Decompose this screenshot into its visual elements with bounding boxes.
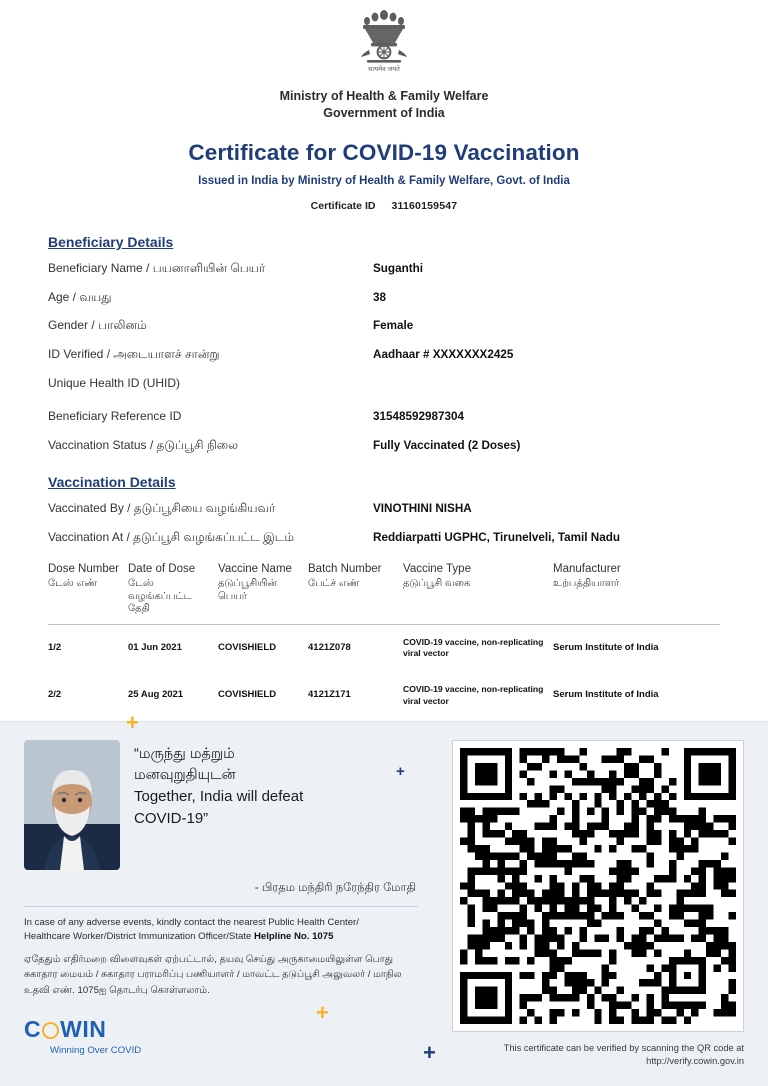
emblem-container xyxy=(0,0,768,84)
india-state-emblem-icon xyxy=(353,6,415,84)
field-id-verified xyxy=(48,346,720,363)
cell-vaccine-name: COVISHIELD xyxy=(218,689,277,701)
portrait-illustration-icon xyxy=(24,740,120,870)
col-label-en: Manufacturer xyxy=(553,563,621,576)
cowin-brand-left: C xyxy=(24,1016,42,1043)
field-value: Reddiarpatti UGPHC, Tirunelveli, Tamil Nadu xyxy=(373,530,620,544)
field-beneficiary-name xyxy=(48,260,720,277)
field-value: Fully Vaccinated (2 Doses) xyxy=(373,438,521,452)
col-label-en: Batch Number xyxy=(308,563,382,576)
decorative-plus-icon: + xyxy=(126,710,139,735)
cell-vaccine-type: COVID-19 vaccine, non-replicating viral vector xyxy=(403,684,544,706)
field-vaccination-status xyxy=(48,437,720,454)
quote-ta-line-2: மனவுறுதியுடன் xyxy=(134,767,236,784)
cell-vaccine-name: COVISHIELD xyxy=(218,642,277,653)
col-label-ta: உற்பத்தியாளர் xyxy=(553,578,620,590)
notice-en-line-2: Healthcare Worker/District Immunization Officer/State xyxy=(24,931,252,943)
certificate-id-value: 31160159547 xyxy=(391,199,458,212)
field-label: Vaccination At / தடுப்பூசி வழங்கப்பட்ட இடம் xyxy=(48,529,294,544)
table-row xyxy=(48,672,720,719)
ministry-heading xyxy=(0,88,768,122)
qr-code xyxy=(452,740,744,1032)
svg-text:सत्यमेव जयते: सत्यमेव जयते xyxy=(368,66,400,73)
certificate-body xyxy=(0,234,768,719)
cowin-logo xyxy=(24,1016,424,1056)
field-label: ID Verified / அடையாளச் சான்று xyxy=(48,347,220,362)
quote-en-line-2: COVID-19” xyxy=(134,809,209,827)
certificate-id-row xyxy=(0,200,768,212)
adverse-event-notice xyxy=(24,916,424,998)
globe-icon xyxy=(42,1022,59,1039)
cell-batch: 4121Z171 xyxy=(308,689,351,701)
col-label-ta: தடுப்பூசியின் பெயர் xyxy=(218,578,278,602)
page-subtitle: Issued in India by Ministry of Health & Family Welfare, Govt. of India xyxy=(198,174,570,187)
field-label: Vaccination Status / தடுப்பூசி நிலை xyxy=(48,437,239,452)
quote-ta-line-1: “மருந்து மத்றும் xyxy=(134,746,235,762)
certificate-id-label: Certificate ID xyxy=(310,199,376,212)
field-value: Female xyxy=(373,319,414,333)
cell-dose-number: 1/2 xyxy=(48,642,62,653)
notice-helpline: Helpline No. 1075 xyxy=(253,931,334,943)
cowin-wordmark xyxy=(24,1016,424,1043)
col-label-ta: டேஸ் எண் xyxy=(48,578,98,590)
field-age xyxy=(48,289,720,306)
verify-line-1: This certificate can be verified by scanning the QR code at xyxy=(503,1043,744,1053)
qr-code-canvas xyxy=(460,748,736,1024)
page-title: Certificate for COVID-19 Vaccination xyxy=(188,139,580,165)
cowin-tagline: Winning Over COVID xyxy=(50,1045,142,1057)
vaccination-details-heading: Vaccination Details xyxy=(48,473,176,490)
field-unique-health-id xyxy=(48,375,720,391)
field-label: Unique Health ID (UHID) xyxy=(48,375,181,390)
field-vaccination-at xyxy=(48,529,720,546)
col-vaccine-name xyxy=(218,563,308,624)
verify-line-2: http://verify.cowin.gov.in xyxy=(646,1056,744,1067)
col-vaccine-type xyxy=(403,563,553,624)
col-label-en: Date of Dose xyxy=(128,563,196,576)
cell-date: 01 Jun 2021 xyxy=(128,642,182,653)
decorative-plus-icon: + xyxy=(396,763,405,780)
col-date-of-dose xyxy=(128,563,218,624)
col-label-en: Vaccine Name xyxy=(218,563,292,576)
cell-date: 25 Aug 2021 xyxy=(128,689,184,701)
field-label: Age / வயது xyxy=(48,289,112,304)
field-vaccinated-by xyxy=(48,500,720,517)
field-beneficiary-reference-id xyxy=(48,408,720,425)
col-label-ta: பேட்ச் எண் xyxy=(308,578,360,590)
ministry-line-2: Government of India xyxy=(323,105,445,120)
field-value: 38 xyxy=(373,290,387,304)
dose-table xyxy=(48,563,720,719)
field-label: Vaccinated By / தடுப்பூசியை வழங்கியவர் xyxy=(48,500,276,515)
verify-note xyxy=(452,1042,744,1069)
col-dose-number xyxy=(48,563,128,624)
notice-en-line-1: In case of any adverse events, kindly contact the nearest Public Health Center/ xyxy=(24,917,359,928)
table-row xyxy=(48,624,720,672)
col-label-en: Vaccine Type xyxy=(403,563,471,576)
col-batch-number xyxy=(308,563,403,624)
field-value: VINOTHINI NISHA xyxy=(373,501,472,515)
col-label-ta: தடுப்பூசி வகை xyxy=(403,578,471,590)
decorative-plus-icon: + xyxy=(423,1040,436,1065)
cell-batch: 4121Z078 xyxy=(308,642,351,653)
field-value: 31548592987304 xyxy=(373,410,465,424)
field-label: Beneficiary Reference ID xyxy=(48,409,182,424)
field-label: Beneficiary Name / பயனாளியின் பெயர் xyxy=(48,260,266,275)
beneficiary-details-heading: Beneficiary Details xyxy=(48,233,174,250)
field-label: Gender / பாலினம் xyxy=(48,318,147,333)
cell-dose-number: 2/2 xyxy=(48,689,62,701)
divider xyxy=(24,906,418,907)
cell-manufacturer: Serum Institute of India xyxy=(553,689,659,701)
field-value: Suganthi xyxy=(373,261,423,275)
col-manufacturer xyxy=(553,563,720,624)
cell-vaccine-type: COVID-19 vaccine, non-replicating viral vector xyxy=(403,636,544,659)
footer-panel xyxy=(0,710,768,1086)
field-gender xyxy=(48,317,720,334)
cowin-brand-right: WIN xyxy=(60,1016,107,1043)
field-value: Aadhaar # XXXXXXX2425 xyxy=(373,348,514,362)
dose-table-header-row xyxy=(48,563,720,624)
pm-quote xyxy=(134,740,303,830)
col-label-en: Dose Number xyxy=(48,563,119,576)
decorative-plus-icon: + xyxy=(316,1000,329,1025)
ministry-line-1: Ministry of Health & Family Welfare xyxy=(279,89,489,103)
col-label-ta: டேஸ் வழங்கப்பட்ட தேதி xyxy=(128,578,192,615)
quote-en-line-1: Together, India will defeat xyxy=(134,788,304,806)
quote-attribution: - பிரதம மந்திரி நரேந்திர மோதி xyxy=(254,882,416,894)
notice-ta: ஏதேதும் எதிர்மறை விளைவுகள் ஏற்பட்டால், தயவு செய்து அருகாமையிலுள்ள பொது சுகாதார மையம் / சுகாதார பராமரிப்பு பணியாளர் / மாவட்ட தடுப்பூசி அலுவலர் / மாநில உதவி எண். 1075ஐ தொடர்பு கொள்ளலாம். xyxy=(24,953,402,996)
prime-minister-photo xyxy=(24,740,120,870)
cell-manufacturer: Serum Institute of India xyxy=(553,642,659,653)
